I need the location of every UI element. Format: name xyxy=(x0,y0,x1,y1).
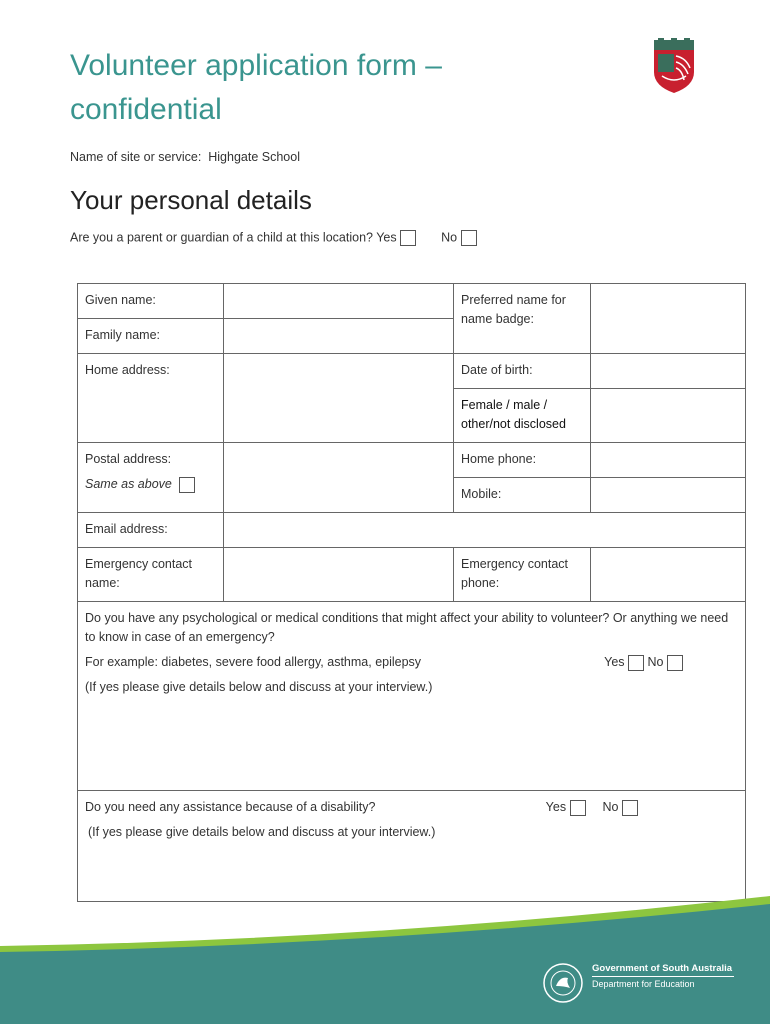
mobile-input[interactable] xyxy=(591,478,746,513)
emergency-contact-name-label: Emergency contact name: xyxy=(78,548,224,602)
same-as-above-label: Same as above xyxy=(85,477,172,491)
medical-note: (If yes please give details below and discuss at your interview.) xyxy=(85,680,433,694)
date-of-birth-label: Date of birth: xyxy=(454,354,591,389)
email-input[interactable] xyxy=(224,513,746,548)
given-name-label: Given name: xyxy=(78,284,224,319)
postal-address-cell xyxy=(78,443,224,513)
medical-yes-label: Yes xyxy=(604,655,625,669)
parent-question-line xyxy=(70,230,477,246)
disability-note: (If yes please give details below and discuss at your interview.) xyxy=(88,825,436,839)
email-label: Email address: xyxy=(78,513,224,548)
section-title: Your personal details xyxy=(70,185,312,215)
disability-yes-checkbox[interactable] xyxy=(570,800,586,816)
parent-question: Are you a parent or guardian of a child at this location? xyxy=(70,230,373,245)
site-value: Highgate School xyxy=(208,150,300,164)
home-address-label: Home address: xyxy=(78,354,224,443)
emergency-contact-phone-label: Emergency contact phone: xyxy=(454,548,591,602)
disability-yes-no xyxy=(546,798,638,817)
south-australia-piping-shrike-emblem xyxy=(542,962,584,1004)
footer-divider xyxy=(592,976,734,977)
same-as-above-line xyxy=(85,475,216,494)
given-name-input[interactable] xyxy=(224,284,454,319)
medical-example: For example: diabetes, severe food allergy, asthma, epilepsy xyxy=(85,655,422,669)
gender-input[interactable] xyxy=(591,389,746,443)
footer-band xyxy=(0,880,770,1024)
emergency-contact-phone-input[interactable] xyxy=(591,548,746,602)
mobile-label: Mobile: xyxy=(454,478,591,513)
parent-yes-checkbox[interactable] xyxy=(400,230,416,246)
government-sa-text: Government of South Australia xyxy=(592,963,733,974)
medical-conditions-cell[interactable] xyxy=(78,602,746,791)
home-phone-input[interactable] xyxy=(591,443,746,478)
highgate-school-crest-logo xyxy=(652,38,696,94)
medical-yes-checkbox[interactable] xyxy=(628,655,644,671)
home-address-input[interactable] xyxy=(224,354,454,443)
medical-example-line xyxy=(85,653,738,672)
disability-yes-label: Yes xyxy=(545,800,567,814)
personal-details-table xyxy=(77,283,746,902)
parent-no-checkbox[interactable] xyxy=(461,230,477,246)
medical-yes-no xyxy=(604,653,683,672)
parent-yes-label: Yes xyxy=(376,230,397,245)
medical-no-checkbox[interactable] xyxy=(667,655,683,671)
family-name-input[interactable] xyxy=(224,319,454,354)
medical-question: Do you have any psychological or medical conditions that might affect your ability to volunteer? Or anything we need to know in case of an emergency? xyxy=(85,611,729,644)
disability-no-checkbox[interactable] xyxy=(622,800,638,816)
site-label: Name of site or service: xyxy=(70,150,202,164)
disability-question-line xyxy=(85,798,738,817)
family-name-label: Family name: xyxy=(78,319,224,354)
preferred-name-input[interactable] xyxy=(591,284,746,354)
disability-no-label: No xyxy=(602,800,619,814)
department-text: Department for Education xyxy=(592,979,695,989)
site-name-line xyxy=(70,150,300,164)
parent-no-label: No xyxy=(441,230,458,245)
same-as-above-checkbox[interactable] xyxy=(179,477,195,493)
medical-no-label: No xyxy=(647,655,664,669)
preferred-name-label: Preferred name for name badge: xyxy=(454,284,591,354)
home-phone-label: Home phone: xyxy=(454,443,591,478)
form-title: Volunteer application form – confidential xyxy=(70,49,442,126)
disability-question: Do you need any assistance because of a disability? xyxy=(85,800,376,814)
gender-label: Female / male / other/not disclosed xyxy=(454,389,591,443)
emergency-contact-name-input[interactable] xyxy=(224,548,454,602)
postal-address-input[interactable] xyxy=(224,443,454,513)
postal-address-label: Postal address: xyxy=(85,452,172,466)
date-of-birth-input[interactable] xyxy=(591,354,746,389)
